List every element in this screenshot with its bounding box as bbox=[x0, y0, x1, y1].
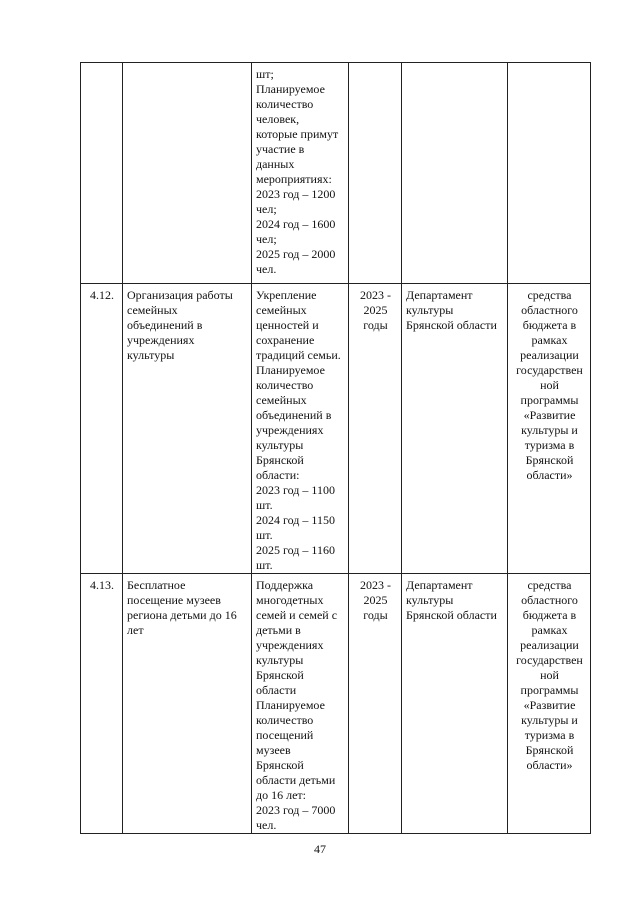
responsible-department-cell: Департамент культуры Брянской области bbox=[402, 574, 508, 834]
table-row bbox=[81, 574, 591, 834]
expected-result-cell: Поддержка многодетных семей и семей с детьми в учреждениях культуры Брянской области Планируемое количество посещений музеев Брянской области детьми до 16 лет: 2023 год – 7000 чел. bbox=[252, 574, 349, 834]
funding-source-cell: средства областного бюджета в рамках реализации государствен ной программы «Развитие культуры и туризма в Брянской области» bbox=[508, 574, 591, 834]
page-number: 47 bbox=[314, 842, 326, 856]
period-cell bbox=[349, 63, 402, 284]
activity-name-cell bbox=[123, 63, 252, 284]
funding-source-cell: средства областного бюджета в рамках реализации государствен ной программы «Развитие культуры и туризма в Брянской области» bbox=[508, 284, 591, 574]
item-number-cell: 4.13. bbox=[81, 574, 123, 834]
activity-name-cell: Бесплатное посещение музеев региона детьми до 16 лет bbox=[123, 574, 252, 834]
activity-plan-table bbox=[80, 62, 591, 834]
expected-result-cell: шт; Планируемое количество человек, которые примут участие в данных мероприятиях: 2023 год – 1200 чел; 2024 год – 1600 чел; 2025 год – 2000 чел. bbox=[252, 63, 349, 284]
expected-result-cell: Укрепление семейных ценностей и сохранение традиций семьи. Планируемое количество семейных объединений в учреждениях культуры Брянской области: 2023 год – 1100 шт. 2024 год – 1150 шт. 2025 год – 1160 шт. bbox=[252, 284, 349, 574]
activity-name-cell: Организация работы семейных объединений в учреждениях культуры bbox=[123, 284, 252, 574]
table-row bbox=[81, 63, 591, 284]
funding-source-cell bbox=[508, 63, 591, 284]
period-cell: 2023 - 2025 годы bbox=[349, 574, 402, 834]
item-number-cell: 4.12. bbox=[81, 284, 123, 574]
responsible-department-cell bbox=[402, 63, 508, 284]
item-number-cell bbox=[81, 63, 123, 284]
period-cell: 2023 - 2025 годы bbox=[349, 284, 402, 574]
table-row bbox=[81, 284, 591, 574]
responsible-department-cell: Департамент культуры Брянской области bbox=[402, 284, 508, 574]
